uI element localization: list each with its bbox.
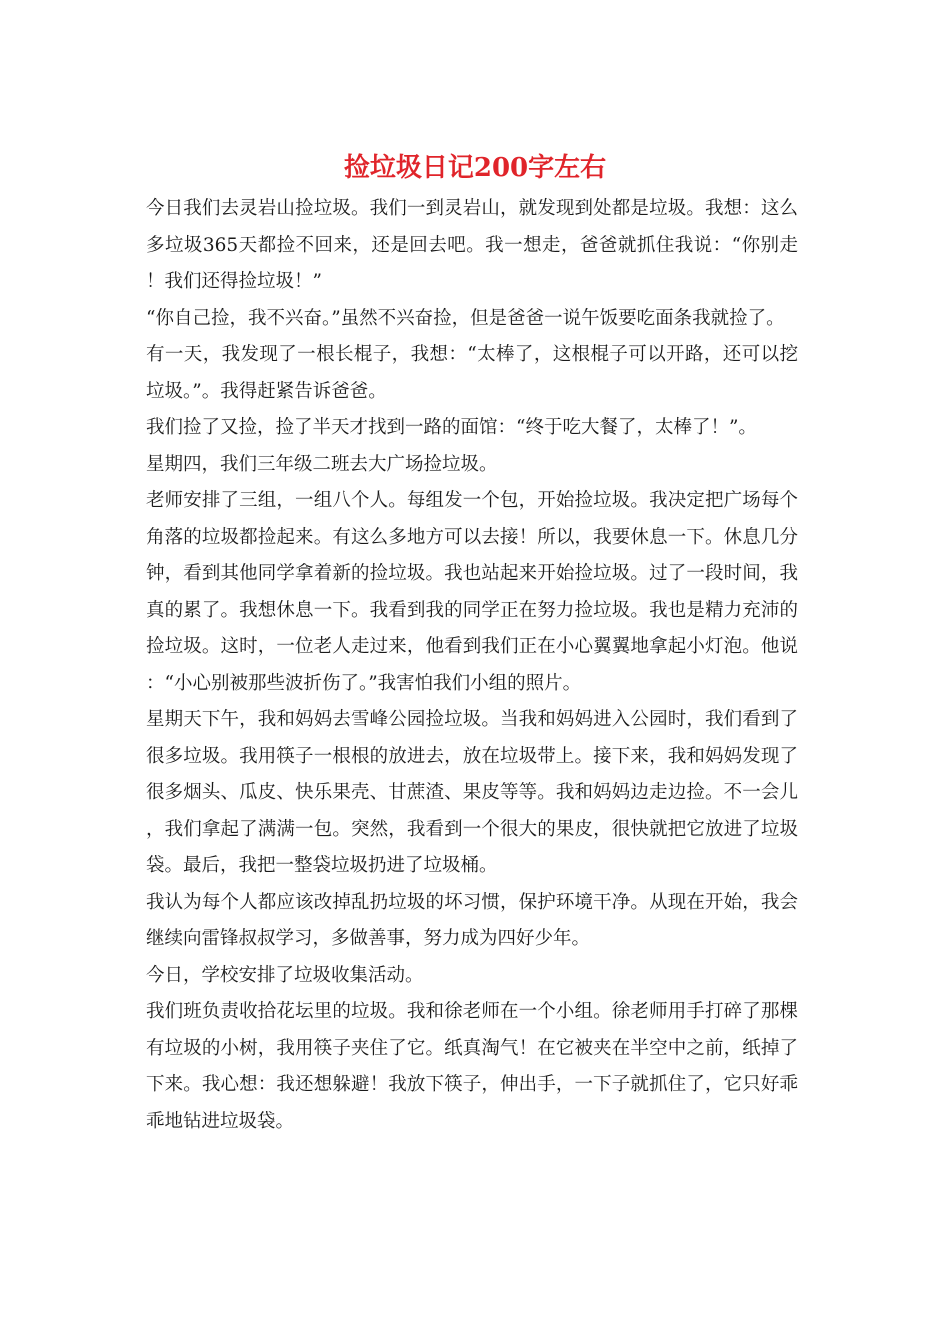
paragraph: “你自己捡，我不兴奋。”虽然不兴奋捡，但是爸爸一说午饭要吃面条我就捡了。 — [146, 307, 785, 329]
paragraph: 星期四，我们三年级二班去大广场捡垃圾。 — [146, 453, 498, 475]
paragraph: 我认为每个人都应该改掉乱扔垃圾的坏习惯，保护环境干净。从现在开始，我会继续向雷锋叔叔学习，多做善事，努力成为四好少年。 — [146, 891, 798, 949]
paragraph: 有一天，我发现了一根长棍子，我想：“太棒了，这根棍子可以开路，还可以挖垃圾。”。我得赶紧告诉爸爸。 — [146, 344, 798, 402]
paragraph: 今日，学校安排了垃圾收集活动。 — [146, 964, 424, 986]
document-title: 捡垃圾日记200字左右 — [343, 153, 607, 183]
document-body — [146, 191, 798, 1140]
paragraph: 我们捡了又捡，捡了半天才找到一路的面馆：“终于吃大餐了，太棒了！”。 — [146, 417, 757, 438]
paragraph: 我们班负责收拾花坛里的垃圾。我和徐老师在一个小组。徐老师用手打碎了那棵有垃圾的小树，我用筷子夹住了它。纸真淘气！在它被夹在半空中之前，纸掉了下来。我心想：我还想躲避！我放下筷子，伸出手，一下子就抓住了，它只好乖乖地钻进垃圾袋。 — [146, 1001, 798, 1132]
paragraph: 今日我们去灵岩山捡垃圾。我们一到灵岩山，就发现到处都是垃圾。我想：这么多垃圾365天都捡不回来，还是回去吧。我一想走，爸爸就抓住我说：“你别走！我们还得捡垃圾！” — [146, 198, 798, 292]
paragraph: 老师安排了三组，一组八个人。每组发一个包，开始捡垃圾。我决定把广场每个角落的垃圾都捡起来。有这么多地方可以去接！所以，我要休息一下。休息几分钟，看到其他同学拿着新的捡垃圾。我也站起来开始捡垃圾。过了一段时间，我真的累了。我想休息一下。我看到我的同学正在努力捡垃圾。我也是精力充沛的捡垃圾。这时，一位老人走过来，他看到我们正在小心翼翼地拿起小灯泡。他说：“小心别被那些波折伤了。”我害怕我们小组的照片。 — [146, 490, 798, 694]
paragraph: 星期天下午，我和妈妈去雪峰公园捡垃圾。当我和妈妈进入公园时，我们看到了很多垃圾。我用筷子一根根的放进去，放在垃圾带上。接下来，我和妈妈发现了很多烟头、瓜皮、快乐果壳、甘蔗渣、果皮等等。我和妈妈边走边捡。不一会儿，我们拿起了满满一包。突然，我看到一个很大的果皮，很快就把它放进了垃圾袋。最后，我把一整袋垃圾扔进了垃圾桶。 — [146, 709, 798, 876]
